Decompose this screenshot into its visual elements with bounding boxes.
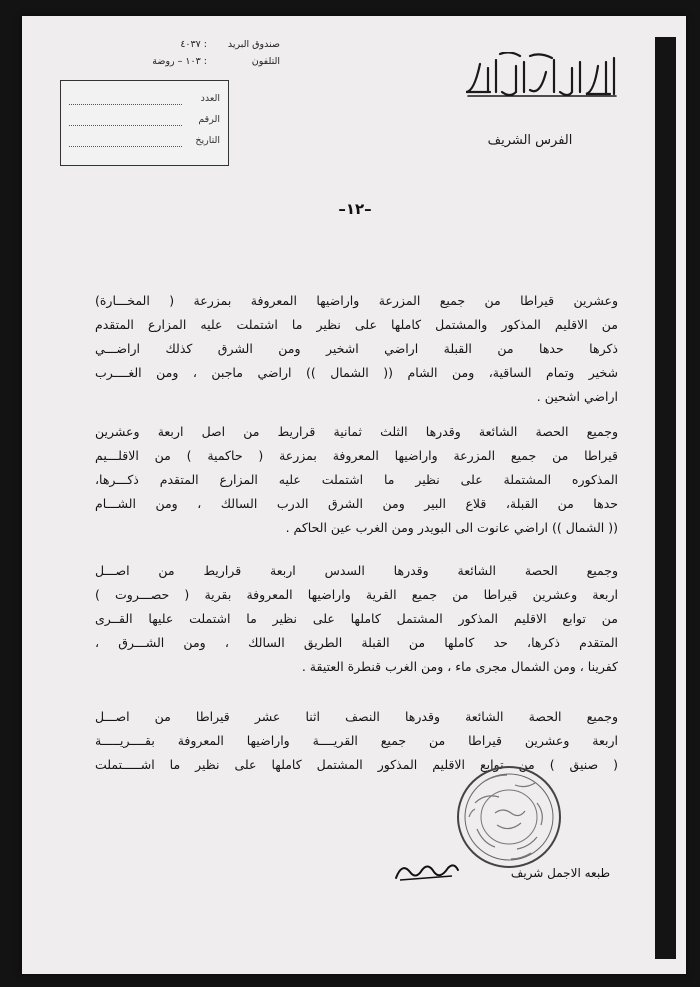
text-line: ذكرها حدها من القبلة اراضي اشخير ومن الشرق كذلك اراضـــي xyxy=(95,341,618,356)
ref-date-label: التاريخ xyxy=(195,135,220,146)
reference-box xyxy=(60,80,229,166)
ref-number-dots xyxy=(69,104,182,105)
paragraph-3 xyxy=(95,559,618,679)
phone-value: : ١٠٣ – روضة xyxy=(152,56,207,67)
text-line: حدها من القبلة، قلاع البير ومن الشرق الدرب السالك ، ومن الشـــام xyxy=(95,496,618,511)
phone-line xyxy=(90,53,280,70)
text-line: من الاقليم المذكور والمشتمل كاملها على نظير ما اشتملت عليه المزارع المتقدم xyxy=(95,317,618,332)
ref-code-dots xyxy=(69,125,182,126)
ref-code-row xyxy=(69,114,220,128)
text-line: المذكوره المشتملة على نظير ما اشتملت عليه المزارع المتقدم ذكـــرها، xyxy=(95,472,618,487)
pobox-value: : ٤٠٣٧ xyxy=(180,39,207,50)
ref-number-label: العدد xyxy=(200,93,220,104)
text-line: وجميع الحصة الشائعة وقدرها السدس اربعة قراريط من اصـــل xyxy=(95,563,618,578)
text-line: اربعة وعشرين قيراطا من جميع القرية واراضيها المعروفة بقرية ( حصـــروت ) xyxy=(95,587,618,602)
department-name: الفرس الشريف xyxy=(487,133,573,148)
paragraph-2 xyxy=(95,420,618,540)
text-line: اربعة وعشرين قيراطا من جميع القريــــة واراضيها المعروفة بقــــريـــــة xyxy=(95,733,618,748)
ref-number-row xyxy=(69,93,220,107)
pobox-line xyxy=(90,36,280,53)
signatory-name: طبعه الاجمل شريف xyxy=(510,866,610,880)
phone-label: التلفون xyxy=(251,56,280,67)
page-number: –١٢– xyxy=(338,200,372,218)
contact-info xyxy=(90,36,280,70)
text-line: شخير وتمام الساقية، ومن الشام (( الشمال )) اراضي ماجبن ، ومن الغــــرب xyxy=(95,365,618,380)
text-line: كفرينا ، ومن الشمال مجرى ماء ، ومن الغرب قنطرة العتيقة . xyxy=(301,659,618,674)
text-line: ( صنيق ) من توابع الاقليم المذكور المشتمل كاملها على نظير ما اشـــــتملت xyxy=(95,757,618,772)
ref-date-row xyxy=(69,135,220,149)
text-line: (( الشمال )) اراضي عانوت الى البويدر ومن الغرب عين الحاكم . xyxy=(285,520,618,535)
ref-code-label: الرقم xyxy=(198,114,220,125)
pobox-label: صندوق البريد xyxy=(227,39,280,50)
text-line: المتقدم ذكرها، حد كاملها من القبلة الطريق السالك ، ومن الشـــرق ، xyxy=(95,635,618,650)
paragraph-1 xyxy=(95,289,618,409)
text-line: وعشرين قيراطا من جميع المزرعة واراضيها المعروفة بمزرعة ( المخـــارة) xyxy=(95,293,618,308)
text-line: وجميع الحصة الشائعة وقدرها الثلث ثمانية قراريط من اصل اربعة وعشرين xyxy=(95,424,618,439)
letterhead-logo xyxy=(460,52,620,104)
text-line: اراضي اشحين . xyxy=(536,389,618,404)
text-line: وجميع الحصة الشائعة وقدرها النصف اثنا عشر قيراطا من اصـــل xyxy=(95,709,618,724)
binding-strip xyxy=(655,37,676,959)
official-seal xyxy=(455,763,563,871)
text-line: قيراطا من جميع المزرعة واراضيها المعروفة بمزرعة ( حاكمية ) من الاقلـــيم xyxy=(95,448,618,463)
ref-date-dots xyxy=(69,146,182,147)
text-line: من توابع الاقليم المذكور المشتمل كاملها على نظير ما اشتملت عليها القــرى xyxy=(95,611,618,626)
